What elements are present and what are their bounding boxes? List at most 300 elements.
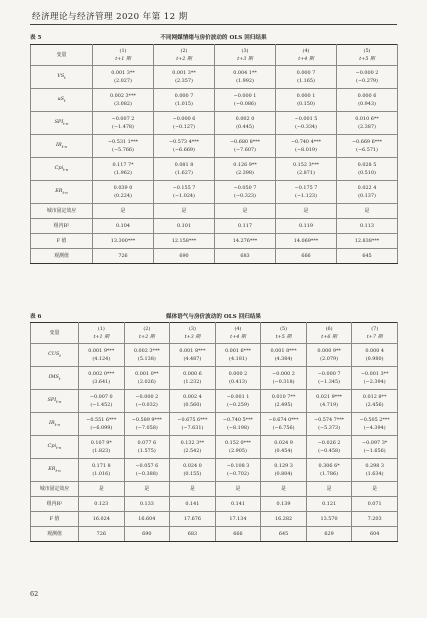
table-cell [93,112,154,135]
column-header [352,323,398,344]
summary-value: 14.069*** [276,234,337,249]
table-cell [93,66,154,89]
table-cell [170,413,216,436]
table-cell [306,390,352,413]
summary-label: F 值 [31,234,93,249]
summary-value: 604 [352,527,398,542]
t-statistic: (−7.631) [181,425,204,431]
table-cell [337,181,398,204]
table-cell [215,344,261,367]
t-statistic: (2.026) [137,379,156,385]
column-period: t+6 期 [321,334,337,340]
t-statistic: (0.150) [297,101,315,107]
t-statistic: (1.634) [365,471,384,477]
coefficient: −0.740 5*** [222,416,254,423]
summary-value: 683 [170,527,216,542]
coefficient: 0.039 0 [113,184,133,191]
coefficient: −0.057 6 [135,462,159,469]
coefficient: 0.152 3*** [292,161,319,168]
summary-value: 0.104 [93,219,154,234]
table-cell [93,181,154,204]
t-statistic: (−8.019) [295,147,317,153]
t-statistic: (1.962) [114,170,132,176]
t-statistic: (0.804) [274,471,293,477]
table-cell [261,459,307,482]
summary-value: 0.117 [215,219,276,234]
column-period: t+1 期 [93,334,110,340]
running-head: 经济理论与经济管理 2020 年第 12 期 [32,12,188,22]
summary-row [31,482,398,497]
summary-value: 17.676 [170,512,216,527]
column-header [215,323,261,344]
row-label: $IR_{t-n}$ [31,413,79,436]
coefficient: 0.002 3*** [133,347,160,354]
column-period: t+2 期 [176,56,192,62]
t-statistic: (2.387) [358,124,376,130]
t-statistic: (2.495) [274,402,293,408]
column-period: t+4 期 [230,334,246,340]
t-statistic: (4.487) [183,356,202,362]
t-statistic: (−6.571) [356,147,378,153]
t-statistic: (−8.198) [227,425,249,431]
t-statistic: (−1.024) [173,193,195,199]
table-cell [215,390,261,413]
table-cell [276,135,337,158]
t-statistic: (2.456) [365,402,384,408]
t-statistic: (−7.058) [135,425,158,431]
column-number: (5) [363,47,371,54]
summary-row [31,249,398,264]
summary-value: 12.158*** [154,234,215,249]
column-header [261,323,307,344]
coefficient: −0.000 7 [317,370,341,377]
summary-value: 0.121 [306,497,352,512]
summary-value: 683 [215,249,276,264]
t-statistic: (0.413) [229,379,247,385]
t-statistic: (−1.123) [295,193,317,199]
t-statistic: (−4.394) [363,425,386,431]
column-header-variable: 变量 [31,323,79,344]
column-number: (2) [143,325,151,332]
column-number: (5) [280,325,287,332]
column-number: (4) [234,325,242,332]
t-statistic: (1.575) [137,448,156,454]
coefficient: −0.740 4*** [290,138,322,145]
column-header [124,323,170,344]
summary-row [31,219,398,234]
row-label: $CUS_t$ [31,344,79,367]
table-cell [352,413,398,436]
table-row [31,135,398,158]
t-statistic: (−5.373) [318,425,341,431]
summary-value: 0.141 [170,497,216,512]
coefficient: 0.000 7 [296,69,316,76]
coefficient: −0.669 6*** [351,138,383,145]
t-statistic: (−5.766) [112,147,134,153]
table-cell [352,436,398,459]
t-statistic: (1.232) [183,379,202,385]
coefficient: 0.298 3 [365,462,384,469]
summary-value: 12.838*** [337,234,398,249]
coefficient: 0.004 1** [233,69,257,76]
summary-value: 是 [154,204,215,219]
summary-value: 是 [337,204,398,219]
coefficient: −0.026 2 [317,439,341,446]
header-rule [30,24,397,25]
table-6-caption [30,312,397,320]
t-statistic: (0.137) [358,193,376,199]
row-label: $VS_t$ [31,66,93,89]
t-statistic: (1.627) [175,170,193,176]
table-cell [170,367,216,390]
coefficient: 0.001 3** [172,69,196,76]
summary-value: 是 [170,482,216,497]
column-period: t+5 期 [359,56,375,62]
table-5 [30,44,398,264]
table-row [31,66,398,89]
t-statistic: (−6.099) [90,425,113,431]
t-statistic: (−0.323) [234,193,256,199]
table-cell [170,390,216,413]
t-statistic: (−1.478) [112,124,134,130]
table-cell [154,89,215,112]
table-cell [215,436,261,459]
t-statistic: (1.015) [175,101,193,107]
coefficient: 0.001 3** [111,69,135,76]
t-statistic: (−1.452) [90,402,113,408]
t-statistic: (2.027) [114,78,132,84]
coefficient: −0.000 2 [135,393,159,400]
table-cell [261,390,307,413]
t-statistic: (2.905) [229,448,247,454]
summary-label: 组内R² [31,497,79,512]
summary-value: 13.300*** [93,234,154,249]
coefficient: 0.081 8 [174,161,194,168]
t-statistic: (1.016) [92,471,111,477]
t-statistic: (−6.669) [173,147,195,153]
row-label: Cpi$_{t-n}$ [31,436,79,459]
table-cell [154,181,215,204]
coefficient: 0.010 7** [271,393,296,400]
table-cell [79,344,125,367]
table-cell [154,158,215,181]
table-cell [93,135,154,158]
coefficient: −0.574 7*** [314,416,345,423]
summary-value: 629 [306,527,352,542]
table-cell [124,390,170,413]
t-statistic: (−0.318) [272,379,295,385]
coefficient: 0.077 6 [137,439,157,446]
t-statistic: (−0.702) [227,471,249,477]
t-statistic: (0.510) [358,170,376,176]
t-statistic: (0.980) [365,356,384,362]
summary-row [31,527,398,542]
coefficient: −0.589 9*** [131,416,162,423]
table-cell [306,436,352,459]
table-5-number: 表 5 [30,35,42,41]
coefficient: −0.573 4*** [168,138,200,145]
summary-label: 组内R² [31,219,93,234]
coefficient: 0.022 4 [357,184,377,191]
summary-value: 13.570 [306,512,352,527]
table-cell [215,459,261,482]
table-row [31,390,398,413]
t-statistic: (−1.345) [318,379,341,385]
table-row [31,181,398,204]
table-5-title: 不同网媒情绪与房价波动的 OLS 回归结果 [160,35,267,41]
table-cell [276,89,337,112]
t-statistic: (0.943) [358,101,376,107]
coefficient: −0.155 7 [172,184,196,191]
table-cell [170,436,216,459]
coefficient: 0.002 0 [235,115,255,122]
coefficient: 0.000 2 [228,370,248,377]
coefficient: −0.505 2*** [359,416,390,423]
table-6 [30,322,398,542]
table-cell [276,112,337,135]
t-statistic: (0.224) [114,193,132,199]
summary-value: 是 [352,482,398,497]
t-statistic: (−0.127) [173,124,195,130]
t-statistic: (4.384) [274,356,293,362]
t-statistic: (1.165) [297,78,315,84]
coefficient: 0.129 3 [274,462,293,469]
summary-value: 0.141 [215,497,261,512]
table-row [31,89,398,112]
summary-value: 16.282 [261,512,307,527]
summary-value: 666 [215,527,261,542]
summary-value: 0.113 [337,219,398,234]
row-label: $SPI_{t-n}$ [31,112,93,135]
coefficient: −0.097 3* [362,439,388,446]
coefficient: 0.002 4 [183,393,202,400]
coefficient: −0.674 0*** [268,416,299,423]
t-statistic: (0.445) [236,124,254,130]
t-statistic: (−0.388) [135,471,158,477]
summary-value: 14.276*** [215,234,276,249]
t-statistic: (1.992) [236,78,254,84]
row-label: $ER_{t-n}$ [31,459,79,482]
table-cell [79,459,125,482]
row-label: $uS_t$ [31,89,93,112]
t-statistic: (−0.032) [135,402,158,408]
table-cell [261,413,307,436]
column-header [93,45,154,66]
summary-value: 0.123 [79,497,125,512]
column-header [79,323,125,344]
table-cell [79,436,125,459]
coefficient: −0.000 6 [172,115,196,122]
row-label: Cpi$_{t-n}$ [31,158,93,181]
t-statistic: (2.357) [175,78,193,84]
summary-value: 是 [215,204,276,219]
table-cell [215,413,261,436]
row-label: $IR_{t-n}$ [31,135,93,158]
table-cell [93,89,154,112]
coefficient: 0.000 6 [357,92,377,99]
table-cell [352,390,398,413]
table-cell [337,66,398,89]
summary-label: 观测值 [31,249,93,264]
table-cell [170,459,216,482]
column-number: (4) [302,47,310,54]
coefficient: 0.001 8*** [179,347,206,354]
table-cell [276,158,337,181]
summary-value: 726 [79,527,125,542]
coefficient: 0.132 3** [180,439,205,446]
column-header [337,45,398,66]
column-period: t+5 期 [275,334,292,340]
summary-value: 17.134 [215,512,261,527]
coefficient: −0.001 5 [294,115,318,122]
coefficient: −0.001 1 [226,393,250,400]
column-number: (3) [188,325,196,332]
table-row [31,112,398,135]
t-statistic: (2.542) [183,448,202,454]
summary-value: 16.604 [124,512,170,527]
summary-row [31,512,398,527]
table-6-title: 媒体语气与房价波动的 OLS 回归结果 [165,314,262,320]
table-cell [215,135,276,158]
t-statistic: (0.560) [183,402,202,408]
column-number: (2) [180,47,188,54]
table-cell [337,135,398,158]
table-cell [306,459,352,482]
coefficient: 0.024 0 [183,462,202,469]
table-cell [215,158,276,181]
t-statistic: (4.124) [92,356,111,362]
coefficient: 0.021 9*** [316,393,343,400]
coefficient: 0.000 4 [365,347,384,354]
column-header [306,323,352,344]
coefficient: −0.050 7 [233,184,257,191]
table-cell [352,367,398,390]
coefficient: −0.551 6*** [86,416,117,423]
table-5-caption [30,33,397,41]
summary-value: 0.133 [124,497,170,512]
coefficient: −0.531 1*** [107,138,139,145]
table-cell [124,344,170,367]
column-header [154,45,215,66]
coefficient: 0.306 6* [318,462,340,469]
row-label: $ER_{t-n}$ [31,181,93,204]
summary-label: 城市固定效应 [31,482,79,497]
coefficient: 0.028 5 [357,161,377,168]
summary-value: 666 [276,249,337,264]
summary-value: 0.071 [352,497,398,512]
column-period: t+1 期 [115,56,131,62]
table-cell [215,66,276,89]
t-statistic: (0.155) [183,471,202,477]
coefficient: 0.012 8** [362,393,387,400]
summary-value: 726 [93,249,154,264]
summary-row [31,234,398,249]
column-period: t+4 期 [298,56,314,62]
table-cell [337,158,398,181]
column-period: t+3 期 [184,334,201,340]
summary-value: 0.101 [154,219,215,234]
table-cell [154,112,215,135]
table-cell [124,436,170,459]
coefficient: 0.117 7* [112,161,134,168]
summary-row [31,497,398,512]
coefficient: 0.000 9** [317,347,341,354]
row-label: $IMS_t$ [31,367,79,390]
table-cell [337,112,398,135]
table-cell [124,367,170,390]
column-number: (7) [371,325,379,332]
page-number: 62 [30,590,39,598]
column-period: t+7 期 [366,334,383,340]
coefficient: 0.000 7 [174,92,194,99]
column-number: (3) [241,47,249,54]
coefficient: 0.002 3*** [109,92,136,99]
summary-value: 690 [124,527,170,542]
summary-value: 690 [154,249,215,264]
t-statistic: (5.138) [137,356,156,362]
table-cell [154,66,215,89]
table-row [31,413,398,436]
coefficient: −0.680 8*** [229,138,261,145]
column-period: t+3 期 [237,56,253,62]
coefficient: 0.001 6*** [224,347,251,354]
coefficient: 0.002 0*** [88,370,115,377]
column-header [276,45,337,66]
coefficient: 0.000 6 [183,370,202,377]
table-cell [79,413,125,436]
table-row [31,158,398,181]
coefficient: −0.000 1 [233,92,257,99]
summary-value: 7.203 [352,512,398,527]
column-period: t+2 期 [139,334,155,340]
table-row [31,367,398,390]
t-statistic: (−0.259) [227,402,249,408]
table-cell [215,89,276,112]
table-cell [261,367,307,390]
t-statistic: (−0.458) [318,448,341,454]
column-number: (1) [119,47,127,54]
coefficient: −0.007 0 [89,393,113,400]
table-cell [215,181,276,204]
t-statistic: (1.823) [92,448,111,454]
t-statistic: (4.719) [320,402,338,408]
t-statistic: (0.454) [274,448,293,454]
t-statistic: (−0.279) [356,78,378,84]
table-cell [306,344,352,367]
table-cell [276,66,337,89]
table-cell [306,367,352,390]
table-cell [215,367,261,390]
column-number: (6) [325,325,333,332]
summary-row [31,204,398,219]
summary-value: 是 [276,204,337,219]
t-statistic: (−7.607) [234,147,256,153]
table-row [31,459,398,482]
column-number: (1) [97,325,105,332]
table-cell [261,436,307,459]
t-statistic: (−0.334) [295,124,317,130]
table-cell [170,344,216,367]
t-statistic: (4.181) [229,356,247,362]
coefficient: 0.001 0** [135,370,159,377]
summary-value: 是 [215,482,261,497]
summary-value: 645 [261,527,307,542]
t-statistic: (−1.656) [363,448,386,454]
coefficient: −0.001 3** [360,370,389,377]
summary-value: 是 [261,482,307,497]
t-statistic: (2.871) [297,170,315,176]
table-cell [93,158,154,181]
